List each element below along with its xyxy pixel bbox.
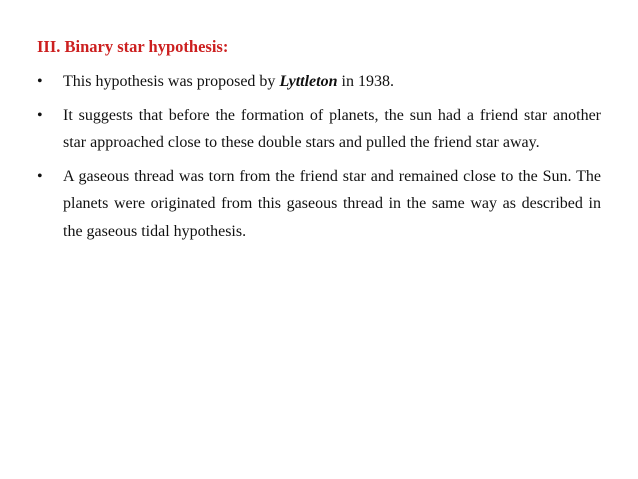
bullet-text: It suggests that before the formation of planets, the sun had a friend star another star approached close to these double stars and pulled the friend star away. [63,106,601,151]
bullet-marker: • [37,73,43,90]
proposer-name: Lyttleton [279,73,338,90]
bullet-marker: • [37,167,43,185]
bullet-text [63,68,601,96]
bullet-text-tail: in 1938. [337,73,394,90]
bullet-text: A gaseous thread was torn from the friend star and remained close to the Sun. The planets were originated from this gaseous thread in the same way as described in the gaseous tidal hypothesis. [63,167,601,240]
bullet-item [37,163,601,246]
bullet-marker: • [37,106,43,124]
bullet-item [37,102,601,157]
bullet-list [37,68,601,251]
bullet-item [37,68,601,96]
slide-heading: III. Binary star hypothesis: [37,37,229,56]
bullet-text-lead: This hypothesis was proposed by [63,73,280,90]
